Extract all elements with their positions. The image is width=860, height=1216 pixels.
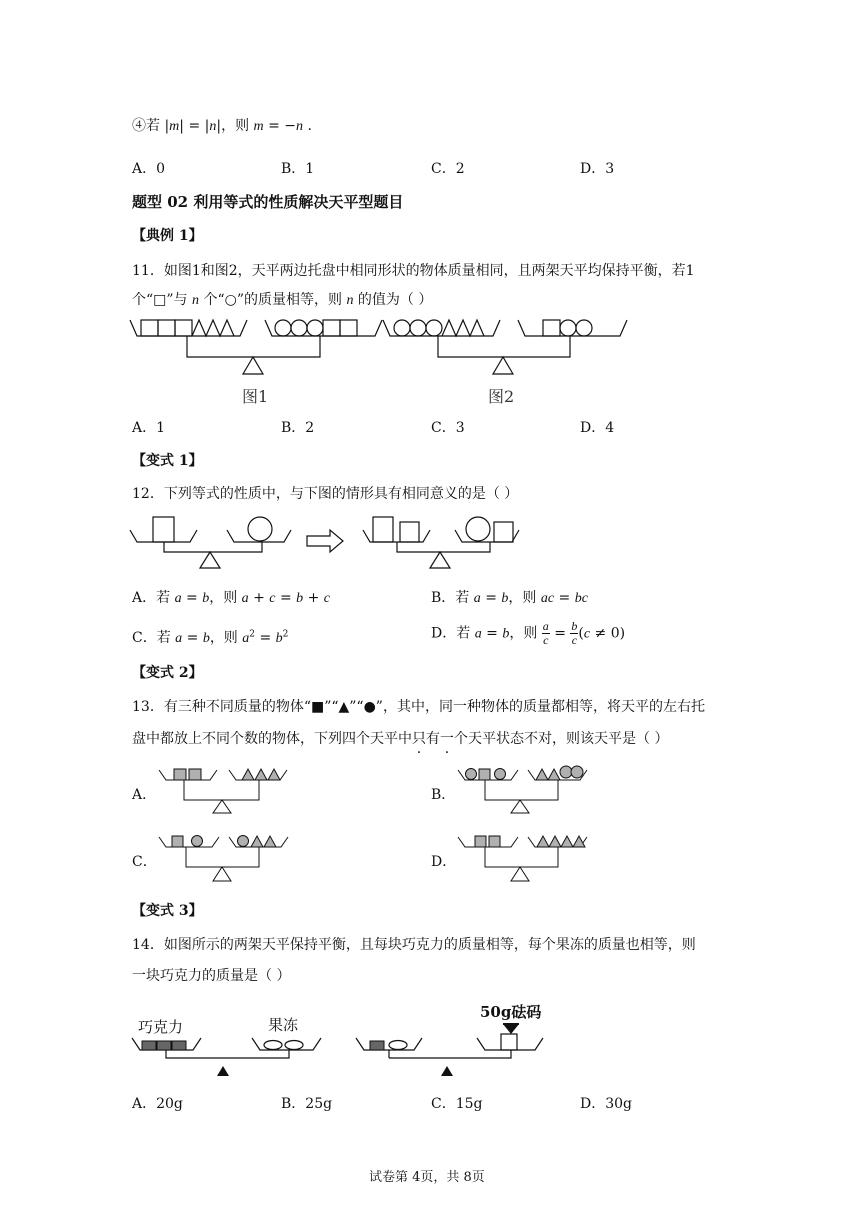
q11-fig2-label: 图2 xyxy=(488,387,515,406)
q10-option-b[interactable]: B．1 xyxy=(281,161,315,177)
q14-label-jelly: 果冻 xyxy=(268,1016,299,1034)
q11-option-c[interactable]: C．3 xyxy=(431,420,465,436)
q11-fig1-label: 图1 xyxy=(242,387,269,406)
q12-option-a[interactable]: A．若 a = b，则 a + c = b + c xyxy=(132,590,331,606)
q13-option-d[interactable]: D． xyxy=(431,854,457,870)
q10-option-a[interactable]: A．0 xyxy=(132,161,166,177)
q11-line2: 个“□”与 n 个“○”的质量相等，则 n 的值为（ ） xyxy=(132,292,433,308)
q12-option-b[interactable]: B．若 a = b，则 ac = bc xyxy=(431,590,588,606)
q10-option-d[interactable]: D．3 xyxy=(580,161,615,177)
label-example1: 【典例 1】 xyxy=(132,228,203,244)
label-variant1: 【变式 1】 xyxy=(132,453,203,469)
q13-line1: 13．有三种不同质量的物体“■”“▲”“●”，其中，同一种物体的质量都相等，将天平的左右托 xyxy=(132,699,705,715)
q13-option-b[interactable]: B． xyxy=(431,787,456,803)
q14-label-weight: 50g砝码 xyxy=(480,1003,542,1021)
section-title: 题型 02 利用等式的性质解决天平型题目 xyxy=(132,193,404,211)
q11-option-b[interactable]: B．2 xyxy=(281,420,315,436)
q13-line2: 盘中都放上不同个数的物体，下列四个天平中只有一个天平状态不对，则该天平是（ ） xyxy=(132,731,669,747)
q12-option-c[interactable]: C．若 a = b，则 $a^2 = b^2$ xyxy=(132,629,289,646)
q14-option-d[interactable]: D．30g xyxy=(580,1096,633,1112)
q12-stem: 12．下列等式的性质中，与下图的情形具有相同意义的是（ ） xyxy=(132,486,519,502)
q10-item4: ④若 |m| = |n|，则 m = −n . xyxy=(132,118,312,134)
q14-option-c[interactable]: C．15g xyxy=(431,1096,483,1112)
q14-option-a[interactable]: A．20g xyxy=(132,1096,183,1112)
q12-option-d[interactable]: D．若 a = b，则 $\frac{a}{c}$ = $\frac{b}{c}$ (c ≠ 0) xyxy=(431,619,626,647)
q14-line2: 一块巧克力的质量是（ ） xyxy=(132,968,291,984)
page-footer: 试卷第 4页，共 8页 xyxy=(369,1170,485,1185)
q13-option-c[interactable]: C． xyxy=(132,854,157,870)
q14-line1: 14．如图所示的两架天平保持平衡，且每块巧克力的质量相等，每个果冻的质量也相等，则 xyxy=(132,937,696,953)
q10-option-c[interactable]: C．2 xyxy=(431,161,465,177)
q11-line1: 11．如图1和图2，天平两边托盘中相同形状的物体质量相同，且两架天平均保持平衡，若1 xyxy=(132,263,695,279)
label-variant3: 【变式 3】 xyxy=(132,903,203,919)
q14-option-b[interactable]: B．25g xyxy=(281,1096,333,1112)
q11-option-d[interactable]: D．4 xyxy=(580,420,615,436)
label-variant2: 【变式 2】 xyxy=(132,665,203,681)
q11-option-a[interactable]: A．1 xyxy=(132,420,166,436)
q13-option-a[interactable]: A． xyxy=(132,787,157,803)
q14-label-chocolate: 巧克力 xyxy=(138,1018,184,1036)
